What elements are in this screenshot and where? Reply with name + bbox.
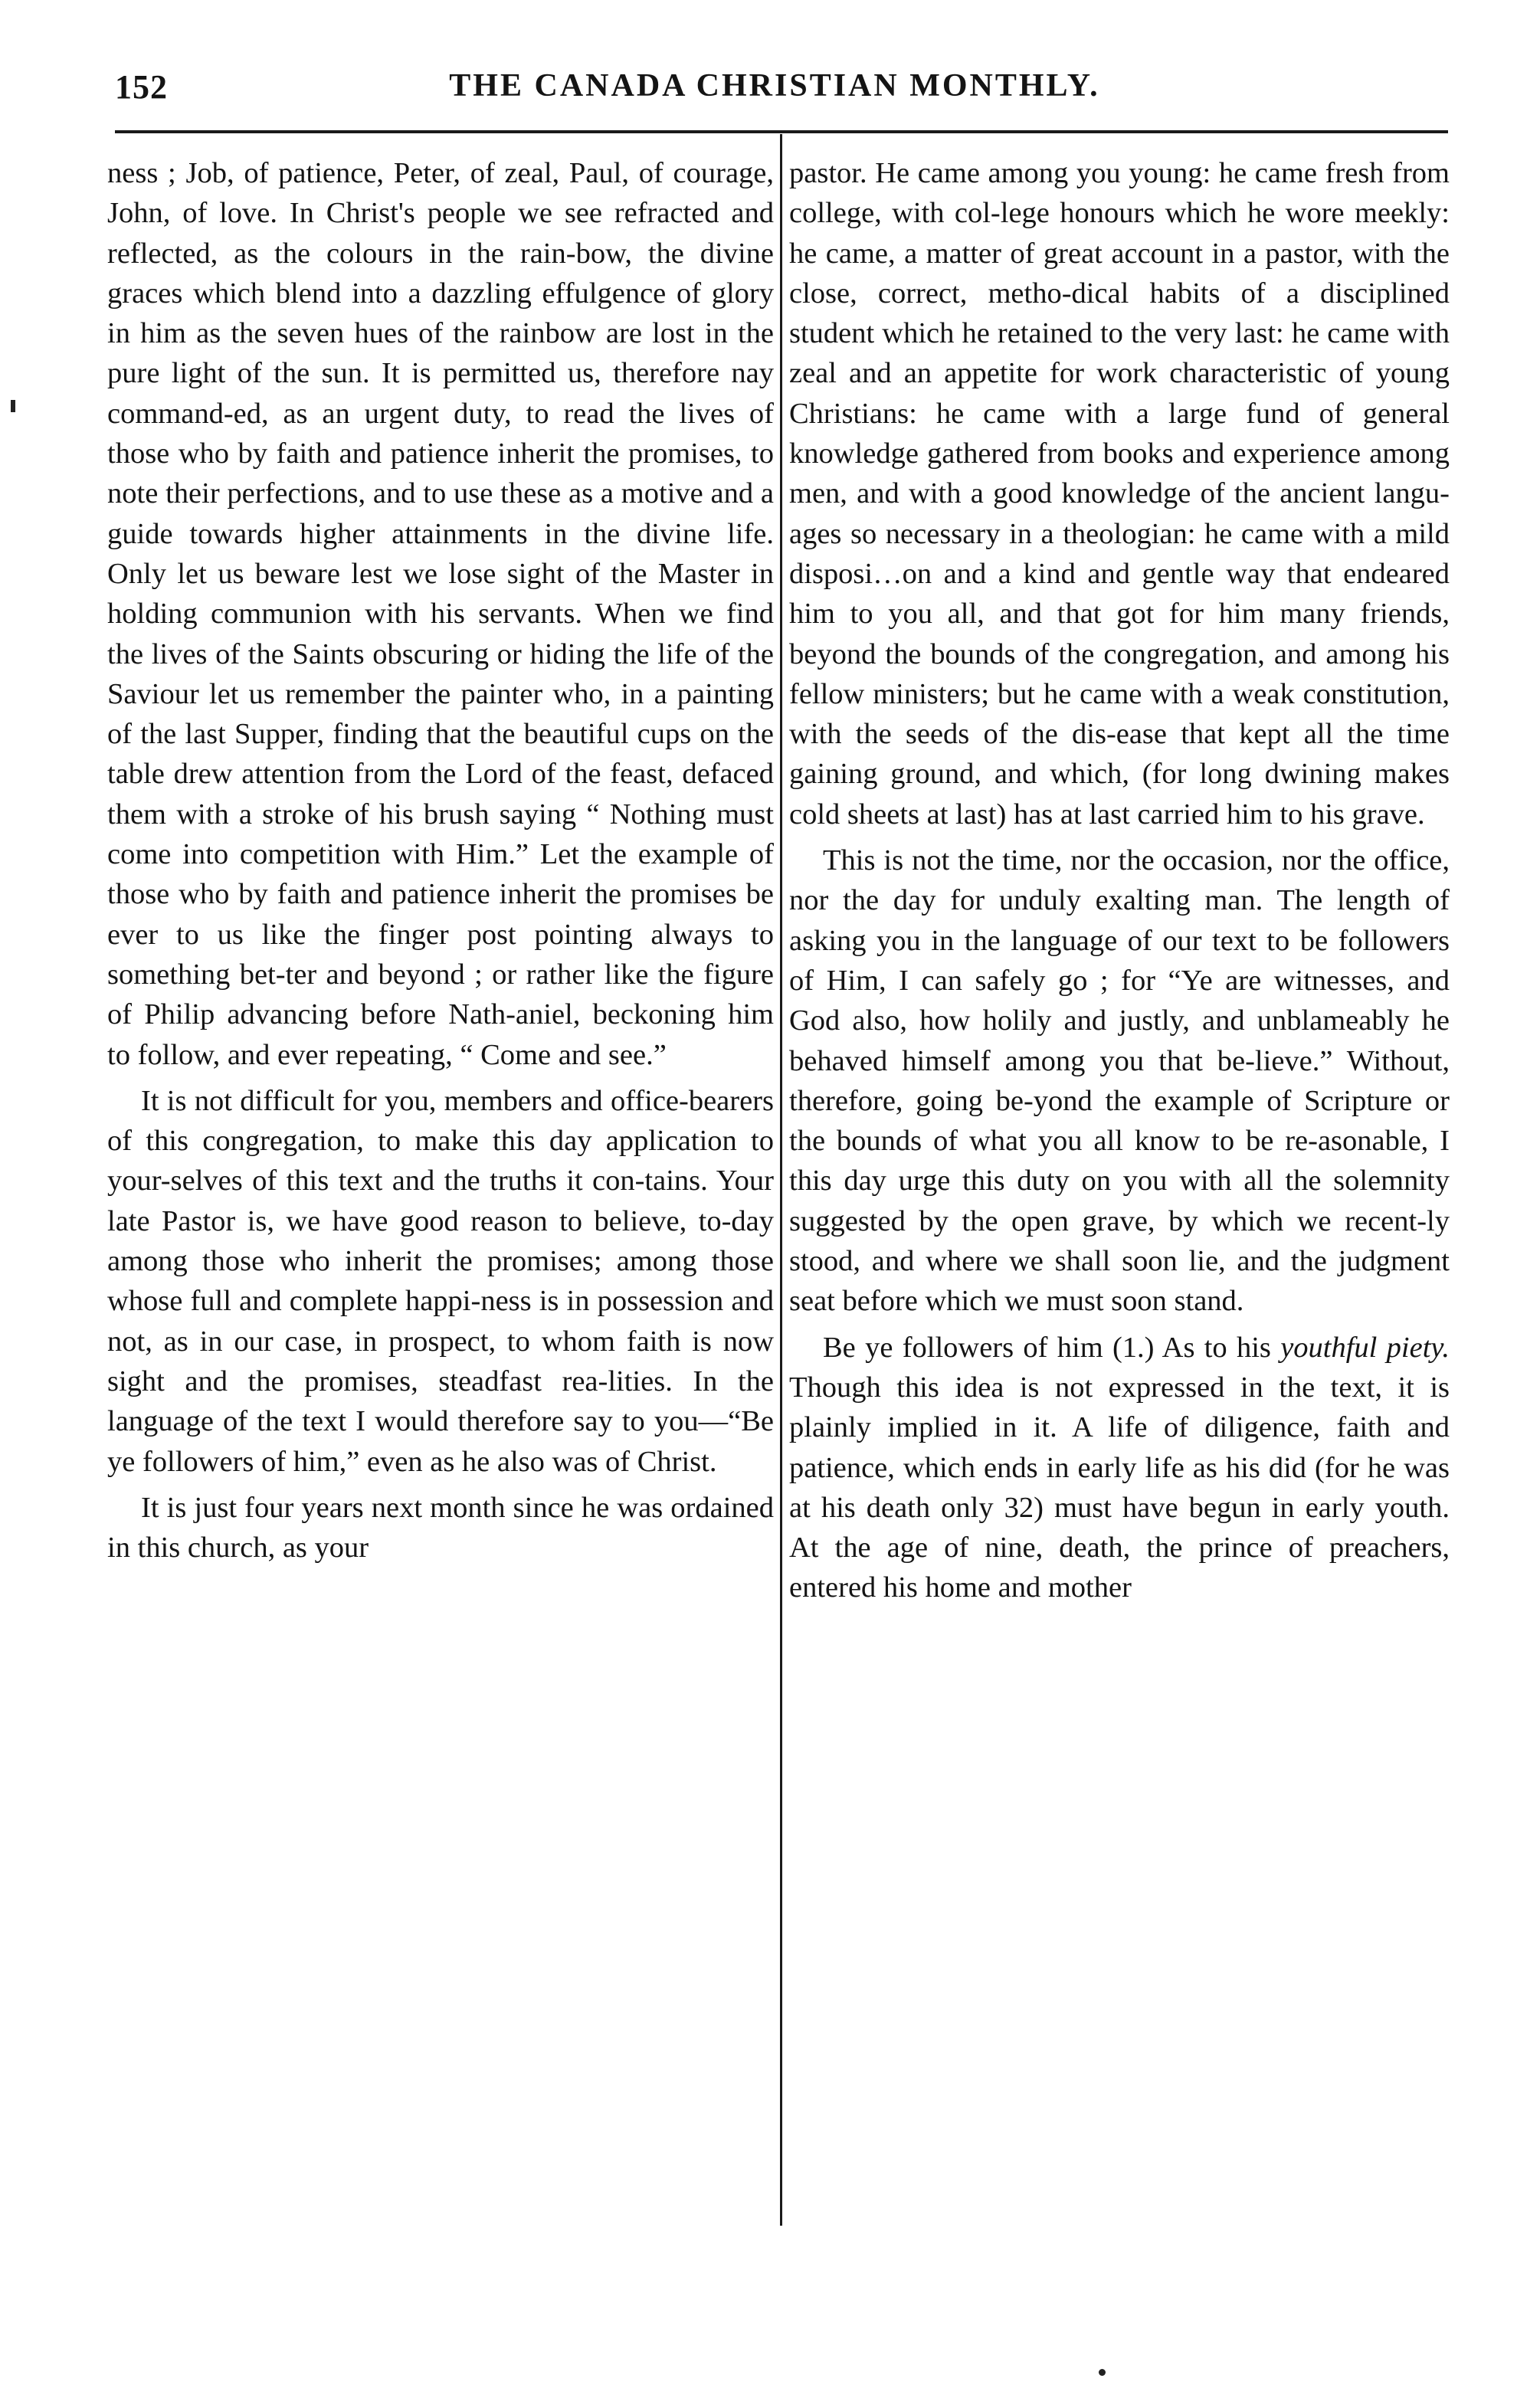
paragraph: pastor. He came among you young: he came fresh from college, with col-lege honours which he wore meekly: he came, a matter of great account in a pastor, with the close, correct, metho-dical habits of a disciplined student which he retained to the very last: he came with zeal and an appetite for work characteristic of young Christians: he came with a large fund of general knowledge gathered from books and experience among men, and with a good knowledge of the ancient langu-ages so necessary in a theologian: he came with a mild disposi…on and a kind and gentle way that endeared him to you all, and that got for him many friends, beyond the bounds of the congregation, and among his fellow ministers; but he came with a weak constitution, with the seeds of the dis-ease that kept all the time gaining ground, and which, (for long dwining makes cold sheets at last) has at last carried him to his grave. bbox=[789, 157, 1450, 831]
header-rule bbox=[115, 130, 1448, 133]
paragraph bbox=[789, 1328, 1450, 1608]
paragraph: It is just four years next month since he was ordained in this church, as your bbox=[107, 1491, 774, 1564]
margin-mark bbox=[11, 400, 15, 412]
right-column bbox=[789, 153, 1450, 1608]
paragraph-text: Be ye followers of him (1.) As to his bbox=[823, 1331, 1281, 1364]
paragraph-text: Though this idea is not expressed in the text, it is plainly implied in it. A life of diligence, faith and patience, which ends in early life as his did (for he was at his death only 32) must have begun in early youth. At the age of nine, death, the prince of preachers, entered his home and mother bbox=[789, 1371, 1450, 1604]
page-number: 152 bbox=[115, 68, 168, 106]
running-head bbox=[107, 67, 1450, 121]
paragraph: ness ; Job, of patience, Peter, of zeal, Paul, of courage, John, of love. In Christ's people we see refracted and reflected, as the colours in the rain-bow, the divine graces which blend into a dazzling effulgence of glory in him as the seven hues of the rainbow are lost in the pure light of the sun. It is permitted us, therefore nay command-ed, as an urgent duty, to read the lives of those who by faith and patience inherit the promises, to note their perfections, and to use these as a motive and a guide towards higher attainments in the divine life. Only let us beware lest we lose sight of the Master in holding communion with his servants. When we find the lives of the Saints obscuring or hiding the life of the Saviour let us remember the painter who, in a painting of the last Supper, finding that the beautiful cups on the table drew attention from the Lord of the feast, defaced them with a stroke of his brush saying “ Nothing must come into competition with Him.” Let the example of those who by faith and patience inherit the promises be ever to us like the finger post pointing always to something bet-ter and beyond ; or rather like the figure of Philip advancing before Nath-aniel, beckoning him to follow, and ever repeating, “ Come and see.” bbox=[107, 157, 774, 1071]
paragraph: It is not difficult for you, members and office-bearers of this congregation, to make this day application to your-selves of this text and the truths it con-tains. Your late Pastor is, we have good reason to believe, to-day among those who inherit the promises; among those whose full and complete happi-ness is in possession and not, as in our case, in prospect, to whom faith is now sight and the promises, steadfast rea-lities. In the language of the text I would therefore say to you—“Be ye followers of him,” even as he also was of Christ. bbox=[107, 1084, 774, 1478]
ink-dot bbox=[1099, 2369, 1106, 2376]
paragraph: This is not the time, nor the occasion, nor the office, nor the day for unduly exalting man. The length of asking you in the language of our text to be followers of Him, I can safely go ; for “Ye are witnesses, and God also, how holily and justly, and unblameably he behaved himself among you that be-lieve.” Without, therefore, going be-yond the example of Scripture or the bounds of what you all know to be re-asonable, I this day urge this duty on you with all the solemnity suggested by the open grave, by which we recent-ly stood, and where we shall soon lie, and the judgment seat before which we must soon stand. bbox=[789, 844, 1450, 1318]
column-divider-rule bbox=[780, 134, 782, 2226]
italic-phrase: youthful piety. bbox=[1280, 1331, 1450, 1364]
journal-title: THE CANADA CHRISTIAN MONTHLY. bbox=[449, 68, 1100, 103]
left-column bbox=[107, 153, 774, 1568]
